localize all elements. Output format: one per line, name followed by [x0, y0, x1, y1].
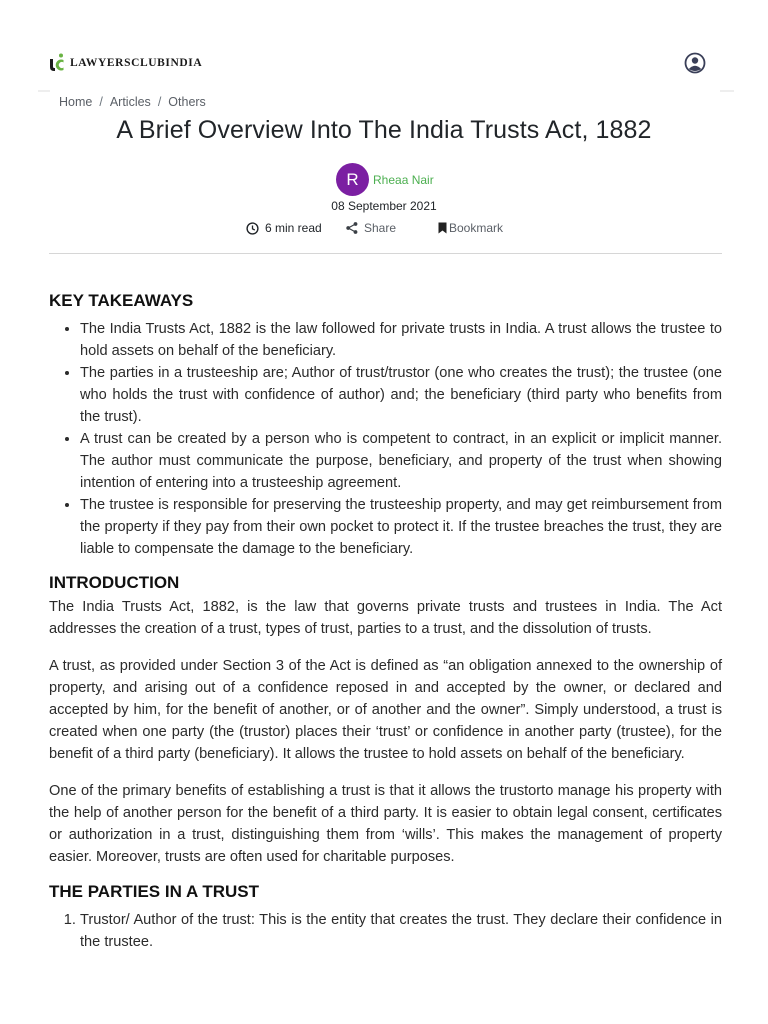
- site-header: [0, 0, 768, 92]
- list-item: • A trust can be created by a person who is competent to contract, in an explicit or implicit manner. The author must communicate the purpose, beneficiary, and property of the trust when showing intention of entering into a trusteeship agreement.: [80, 428, 722, 494]
- list-item: • The parties in a trusteeship are; Author of trust/trustor (one who creates the trust); the trustee (one who holds the trust with confidence of author) and; the beneficiary (third party who benefits from the trust).: [80, 362, 722, 428]
- breadcrumb-articles[interactable]: Articles: [109, 95, 151, 109]
- breadcrumb-home[interactable]: Home: [59, 95, 93, 109]
- share-button[interactable]: [346, 221, 396, 235]
- section-heading-key-takeaways: KEY TAKEAWAYS: [49, 291, 194, 310]
- section-heading-parties: THE PARTIES IN A TRUST: [49, 882, 259, 901]
- share-label: Share: [364, 221, 397, 235]
- bookmark-icon: [438, 222, 447, 234]
- paragraph: A trust, as provided under Section 3 of the Act is defined as “an obligation annexed to the ownership of property, and arising out of a confidence reposed in and accepted by the owner, or declared and accepted by him, for the benefit of another, or of another and the owner”. Simply understood, a trust is created when one party (the (trustor) places their ‘trust’ or confidence in another party (trustee), for the benefit of a third party (beneficiary). It allows the trustee to hold assets on behalf of the beneficiary.: [49, 658, 722, 762]
- header-divider-left: [38, 90, 50, 92]
- logo-text: LAWYERSCLUBINDIA: [70, 57, 203, 69]
- paragraph: The India Trusts Act, 1882, is the law that governs private trusts and trustees in India. The Act addresses the creation of a trust, types of trust, parties to a trust, and the dissolution of trusts.: [49, 599, 722, 637]
- bookmark-label: Bookmark: [449, 221, 504, 235]
- publish-date: 08 September 2021: [331, 199, 437, 213]
- parties-list: [49, 909, 722, 953]
- author-avatar[interactable]: R: [336, 163, 369, 196]
- author-name-link[interactable]: Rheaa Nair: [373, 172, 434, 187]
- article-body: [49, 288, 722, 953]
- bookmark-button[interactable]: [438, 221, 503, 235]
- article-meta-bar: [0, 220, 768, 238]
- list-item: 1. Trustor/ Author of the trust: This is the entity that creates the trust. They declare their confidence in the trustee.: [80, 909, 722, 953]
- read-time: [246, 221, 322, 235]
- breadcrumb-separator: /: [99, 95, 103, 109]
- article-title: A Brief Overview Into The India Trusts Act, 1882: [116, 116, 652, 144]
- clock-icon: [246, 222, 259, 235]
- user-circle-icon: [684, 52, 706, 74]
- site-logo[interactable]: [49, 53, 202, 73]
- section-heading-introduction: INTRODUCTION: [49, 573, 180, 592]
- author-info: [336, 163, 434, 196]
- logo-mark-icon: [49, 53, 67, 73]
- user-account-button[interactable]: [684, 52, 706, 74]
- breadcrumb-others[interactable]: Others: [168, 95, 206, 109]
- read-time-label: 6 min read: [265, 221, 322, 235]
- meta-divider: [49, 253, 722, 254]
- header-divider-right: [720, 90, 734, 92]
- share-icon: [346, 222, 358, 234]
- key-takeaways-list: [49, 318, 722, 560]
- list-item: • The trustee is responsible for preserving the trusteeship property, and may get reimbursement from the property if they pay from their own pocket to protect it. If the trustee breaches the trust, they are liable to compensate the damage to the beneficiary.: [80, 494, 722, 560]
- paragraph: One of the primary benefits of establishing a trust is that it allows the trustorto manage his property with the help of another person for the benefit of a third party. It is easier to obtain legal consent, certificates or authorization in a trust, distinguishing them from ‘wills’. This makes the management of property easier. Moreover, trusts are often used for charitable purposes.: [49, 783, 722, 865]
- breadcrumb-separator: /: [157, 95, 162, 109]
- list-item: • The India Trusts Act, 1882 is the law followed for private trusts in India. A trust allows the trustee to hold assets on behalf of the beneficiary.: [80, 318, 722, 362]
- breadcrumb: [59, 95, 206, 109]
